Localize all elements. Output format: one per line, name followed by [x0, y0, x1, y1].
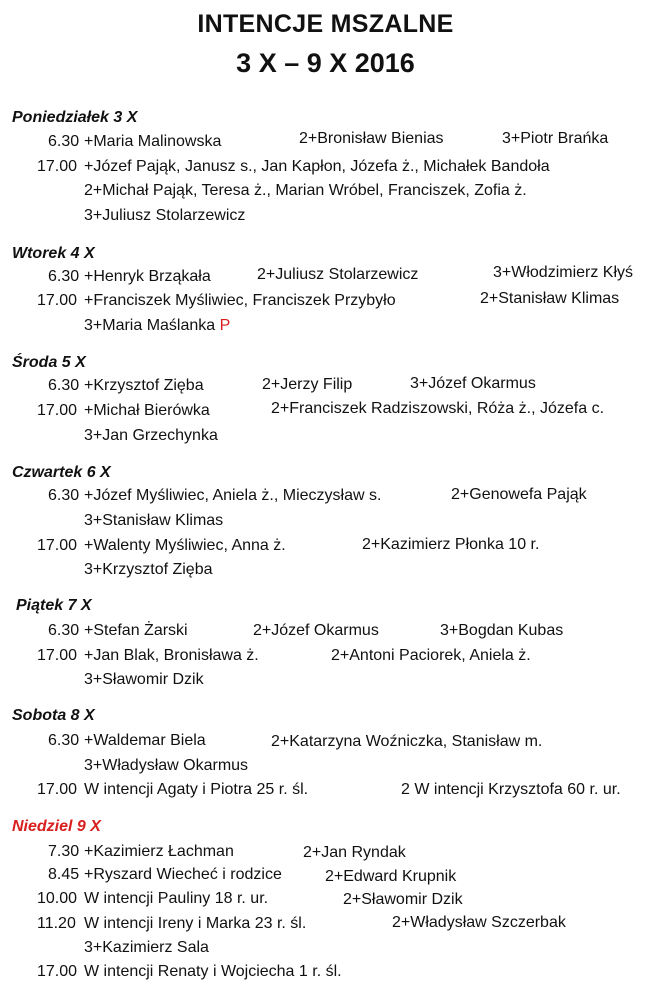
intention-first: +Józef Myśliwiec, Aniela ż., Mieczysław s. [84, 487, 382, 504]
intention-continuation: 3+Kazimierz Sala [84, 939, 209, 956]
intention-continuation [84, 317, 230, 335]
day-heading-saturday: Sobota 8 X [12, 707, 95, 724]
intention-second: 2+Franciszek Radziszowski, Róża ż., Józefa c. [271, 400, 605, 417]
mass-time: 6.30 [48, 732, 80, 749]
day-heading-wednesday: Środa 5 X [12, 354, 86, 371]
mass-time: 6.30 [48, 487, 80, 504]
day-heading-tuesday: Wtorek 4 X [12, 245, 95, 262]
intention-second: 2+Genowefa Pająk [451, 486, 587, 503]
intention-second: 2+Władysław Szczerbak [392, 914, 566, 931]
intention-second: 2+Katarzyna Woźniczka, Stanisław m. [271, 733, 543, 750]
intention-continuation: 3+Juliusz Stolarzewicz [84, 207, 246, 224]
mass-time: 6.30 [48, 268, 80, 285]
intention-third: 3+Józef Okarmus [410, 375, 536, 392]
intention-first: W intencji Pauliny 18 r. ur. [84, 890, 269, 907]
intention-second: 2+Jerzy Filip [262, 376, 353, 393]
intention-third: 3+Włodzimierz Kłyś [493, 264, 634, 281]
intention-text: 3+Maria Maślanka [84, 317, 216, 334]
mass-time: 6.30 [48, 622, 80, 639]
mass-time: 11.20 [37, 915, 76, 932]
mass-time: 6.30 [48, 377, 80, 394]
mass-time: 17.00 [37, 292, 78, 309]
mass-time: 17.00 [37, 963, 78, 980]
mass-time: 17.00 [37, 647, 78, 664]
intention-first: +Ryszard Wiecheć i rodzice [84, 866, 282, 883]
mass-time: 6.30 [48, 133, 80, 150]
date-range: 3 X – 9 X 2016 [236, 48, 415, 78]
day-heading-monday: Poniedziałek 3 X [12, 109, 138, 126]
day-heading-sunday: Niedziel 9 X [12, 818, 101, 835]
intention-second: 2 W intencji Krzysztofa 60 r. ur. [401, 781, 621, 798]
intention-first: +Michał Bierówka [84, 402, 210, 419]
intention-second: 2+Sławomir Dzik [343, 891, 463, 908]
page-title: INTENCJE MSZALNE [197, 10, 454, 38]
intention-first: W intencji Renaty i Wojciecha 1 r. śl. [84, 963, 342, 980]
intention-second: 2+Jan Ryndak [303, 844, 406, 861]
intention-first: W intencji Agaty i Piotra 25 r. śl. [84, 781, 309, 798]
intention-first: +Henryk Brząkała [84, 268, 211, 285]
mass-time: 17.00 [37, 158, 78, 175]
intention-second: 2+Bronisław Bienias [299, 130, 444, 147]
intention-first: +Waldemar Biela [84, 732, 206, 749]
mass-time: 8.45 [48, 866, 80, 883]
intention-second: 2+Antoni Paciorek, Aniela ż. [331, 647, 531, 664]
intention-continuation: 3+Sławomir Dzik [84, 671, 204, 688]
intention-continuation: 3+Stanisław Klimas [84, 512, 224, 529]
day-heading-thursday: Czwartek 6 X [12, 464, 111, 481]
intention-second: 2+Józef Okarmus [253, 622, 379, 639]
red-marker: P [219, 317, 231, 334]
intention-continuation: 3+Jan Grzechynka [84, 427, 218, 444]
intention-second: 2+Edward Krupnik [325, 868, 457, 885]
intention-second: 2+Kazimierz Płonka 10 r. [362, 536, 540, 553]
intention-continuation: 3+Władysław Okarmus [84, 757, 249, 774]
intention-third: 3+Piotr Brańka [502, 130, 609, 147]
mass-time: 7.30 [48, 843, 80, 860]
mass-time: 17.00 [37, 402, 78, 419]
intention-first: +Józef Pająk, Janusz s., Jan Kapłon, Józefa ż., Michałek Bandoła [84, 158, 550, 175]
intention-second: 2+Stanisław Klimas [480, 290, 620, 307]
day-heading-friday: Piątek 7 X [16, 597, 92, 614]
intention-third: 3+Bogdan Kubas [440, 622, 564, 639]
intention-first: W intencji Ireny i Marka 23 r. śl. [84, 915, 307, 932]
mass-time: 17.00 [37, 781, 78, 798]
intention-second: 2+Juliusz Stolarzewicz [257, 266, 419, 283]
intention-first: +Franciszek Myśliwiec, Franciszek Przybyło [84, 292, 396, 309]
intention-first: +Stefan Żarski [84, 622, 188, 639]
intention-continuation: 3+Krzysztof Zięba [84, 561, 213, 578]
intention-continuation: 2+Michał Pająk, Teresa ż., Marian Wróbel, Franciszek, Zofia ż. [84, 182, 527, 199]
mass-time: 17.00 [37, 537, 78, 554]
intention-first: +Krzysztof Zięba [84, 377, 204, 394]
mass-time: 10.00 [37, 890, 78, 907]
intention-first: +Jan Blak, Bronisława ż. [84, 647, 259, 664]
intention-first: +Maria Malinowska [84, 133, 222, 150]
intention-first: +Walenty Myśliwiec, Anna ż. [84, 537, 286, 554]
intention-first: +Kazimierz Łachman [84, 843, 234, 860]
